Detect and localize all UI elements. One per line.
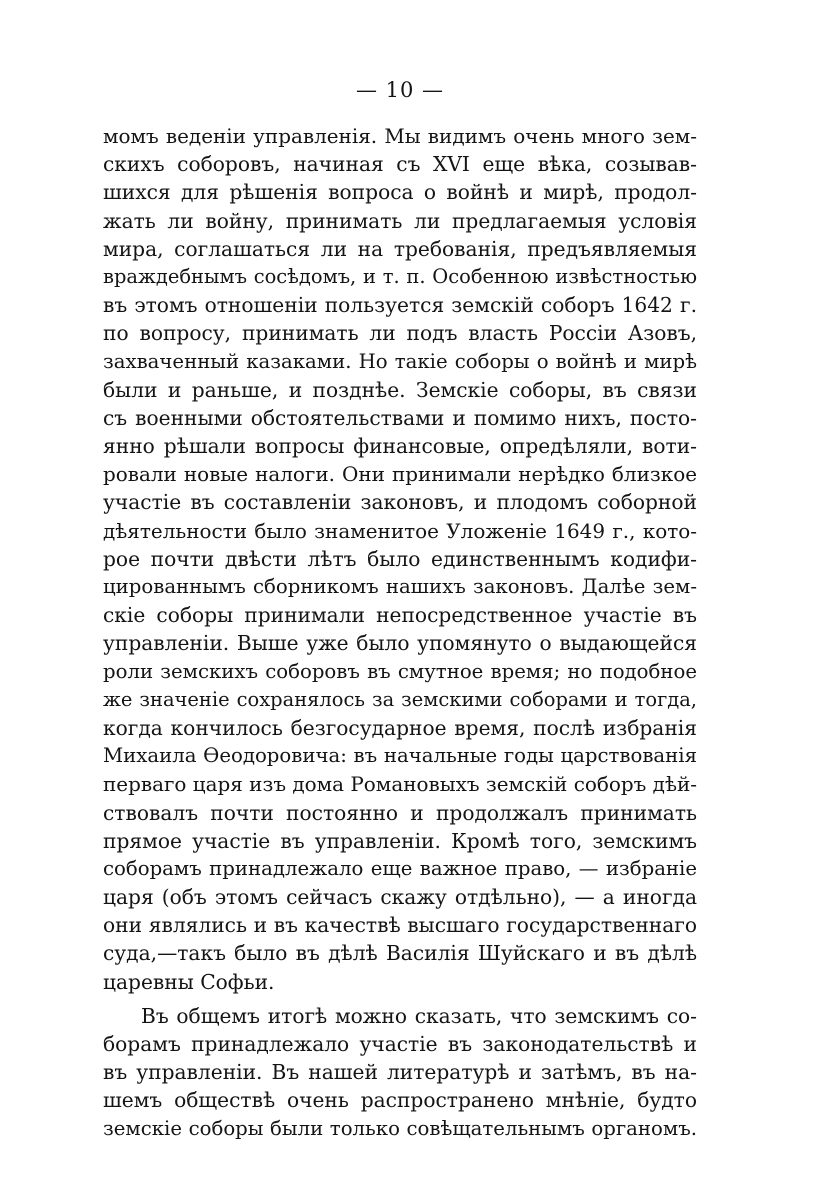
text-line: скіе соборы принимали непосредственное участіе въ: [103, 603, 697, 628]
text-line: борамъ принадлежало участіе въ законодательствѣ и: [103, 1032, 697, 1056]
page-number: — 10 —: [355, 78, 445, 102]
text-line: момъ веденіи управленія. Мы видимъ очень много зем-: [103, 124, 697, 148]
text-line: земскіе соборы были только совѣщательнымъ органомъ.: [103, 1116, 697, 1140]
body-text: [103, 122, 697, 1143]
text-line: суда,—такъ было въ дѣлѣ Василія Шуйскаго и въ дѣлѣ: [103, 941, 697, 966]
paragraph-2: [103, 1002, 697, 1143]
text-line: съ военными обстоятельствами и помимо нихъ, посто-: [103, 405, 697, 430]
text-line: рое почти двѣсти лѣтъ было единственнымъ кодифи-: [103, 546, 697, 571]
text-line: скихъ соборовъ, начиная съ XVI еще вѣка, созывав-: [103, 152, 697, 177]
text-line: жать ли войну, принимать ли предлагаемыя условія: [103, 208, 697, 233]
text-line: въ этомъ отношеніи пользуется земскій соборъ 1642 г.: [103, 293, 697, 318]
text-line: управленіи. Выше уже было упомянуто о выдающейся: [103, 631, 697, 656]
paragraph-1: [103, 122, 697, 996]
text-line: шихся для рѣшенія вопроса о войнѣ и мирѣ, продол-: [103, 180, 697, 205]
text-line: царя (объ этомъ сейчасъ скажу отдѣльно), — а иногда: [103, 885, 697, 910]
text-line: дѣятельности было знаменитое Уложеніе 1649 г., кото-: [103, 518, 697, 543]
text-line: участіе въ составленіи законовъ, и плодомъ соборной: [103, 490, 697, 515]
text-line: по вопросу, принимать ли подъ власть Россіи Азовъ,: [103, 321, 697, 346]
text-line: враждебнымъ сосѣдомъ, и т. п. Особенною извѣстностью: [103, 264, 697, 288]
text-line: ровали новые налоги. Они принимали нерѣдко близкое: [103, 462, 697, 487]
text-line: въ управленіи. Въ нашей литературѣ и затѣмъ, въ на-: [103, 1060, 697, 1085]
text-line: роли земскихъ соборовъ въ смутное время; но подобное: [103, 659, 697, 683]
text-line: же значеніе сохранялось за земскими соборами и тогда,: [103, 687, 697, 711]
text-line: были и раньше, и позднѣе. Земскіе соборы, въ связи: [103, 377, 697, 402]
text-line: ствовалъ почти постоянно и продолжалъ принимать: [103, 800, 697, 825]
text-line: мира, соглашаться ли на требованія, предъявляемыя: [103, 236, 697, 261]
text-line: прямое участіе въ управленіи. Кромѣ того, земскимъ: [103, 828, 697, 853]
text-line: янно рѣшали вопросы финансовые, опредѣляли, воти-: [103, 434, 697, 459]
text-line: захваченный казаками. Но такіе соборы о войнѣ и мирѣ: [103, 349, 697, 373]
text-line: шемъ обществѣ очень распространено мнѣніе, будто: [103, 1088, 697, 1113]
text-line: цированнымъ сборникомъ нашихъ законовъ. Далѣе зем-: [103, 575, 697, 598]
text-line: соборамъ принадлежало еще важное право, — избраніе: [103, 856, 697, 880]
text-line: когда кончилось безгосударное время, послѣ избранія: [103, 715, 697, 740]
text-line: они являлись и въ качествѣ высшаго государственнаго: [103, 913, 697, 938]
text-line: Въ общемъ итогѣ можно сказать, что земскимъ со-: [141, 1003, 697, 1028]
text-line: перваго царя изъ дома Романовыхъ земскій соборъ дѣй-: [103, 772, 697, 797]
text-line: царевны Софьи.: [103, 969, 275, 994]
text-line: Михаила Ѳеодоровича: въ начальные годы царствованія: [103, 744, 697, 768]
